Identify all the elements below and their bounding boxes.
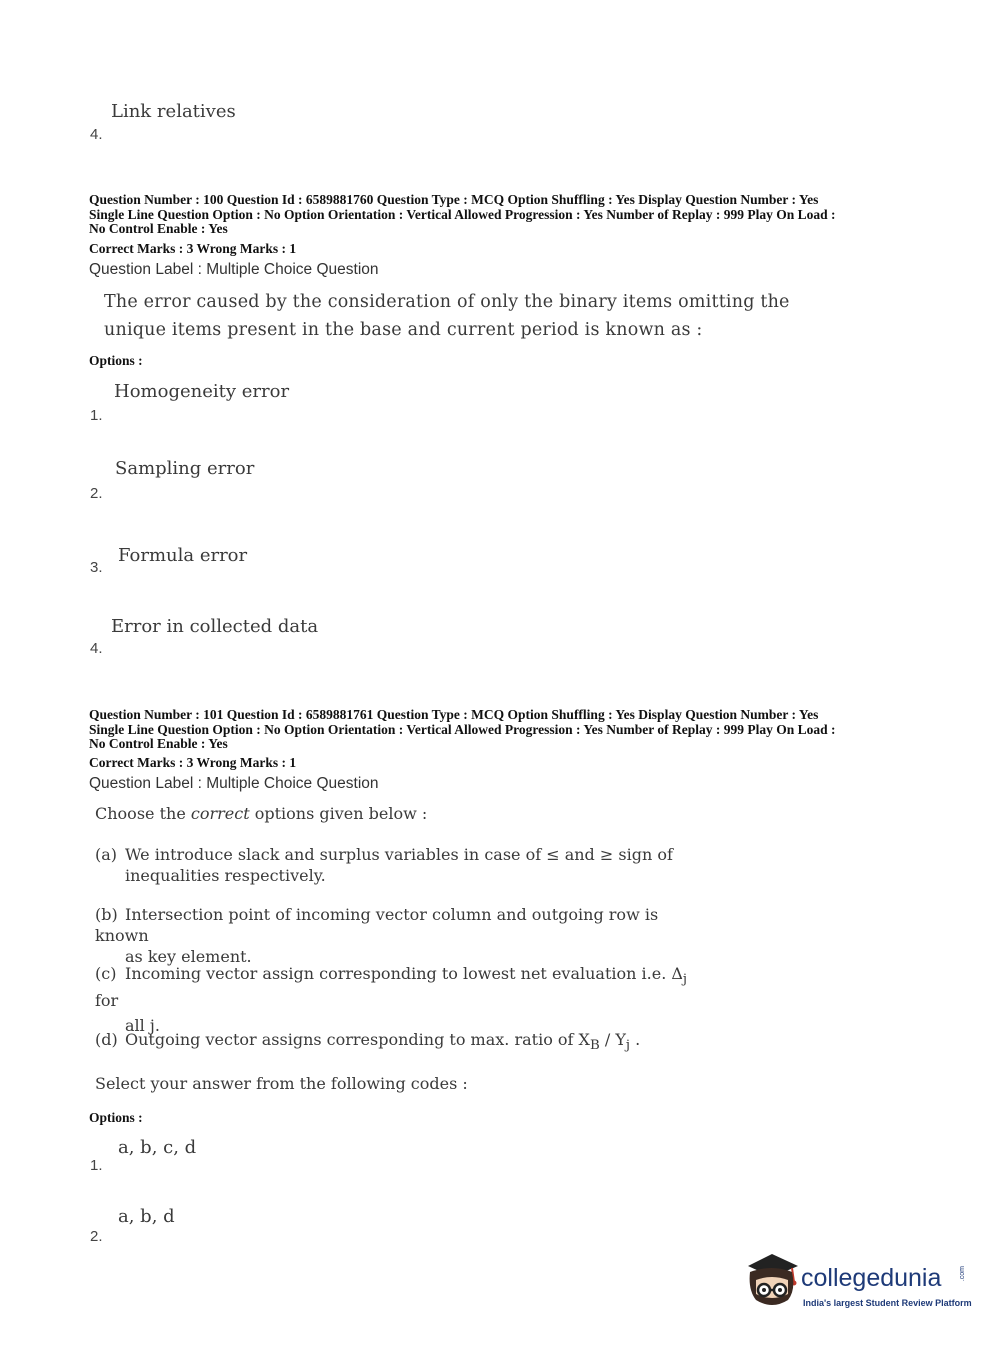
option-2-number: 2. bbox=[90, 1228, 103, 1245]
metadata-line: No Control Enable : Yes bbox=[89, 736, 228, 751]
question-text-line: The error caused by the consideration of only the binary items omitting the bbox=[104, 292, 790, 312]
statement-tag: (c) bbox=[95, 964, 117, 983]
option-3-text: Formula error bbox=[118, 545, 248, 566]
statement-text: Outgoing vector assigns corresponding to max. ratio of X bbox=[125, 1030, 590, 1049]
option-1-text: Homogeneity error bbox=[114, 381, 290, 402]
metadata-line: Single Line Question Option : No Option Orientation : Vertical Allowed Progression : Yes Number of Replay : 999 Play On Load : bbox=[89, 206, 836, 222]
metadata-line: Question Number : 100 Question Id : 6589881760 Question Type : MCQ Option Shuffling : Yes Display Question Number : Yes bbox=[89, 192, 819, 207]
statement-text: Intersection point of incoming vector column and outgoing row is known bbox=[95, 905, 659, 945]
option-2-number: 2. bbox=[90, 485, 103, 502]
metadata-line: Single Line Question Option : No Option Orientation : Vertical Allowed Progression : Yes Number of Replay : 999 Play On Load : bbox=[89, 721, 836, 737]
statement-subscript: j bbox=[682, 972, 688, 988]
option-4-text: Error in collected data bbox=[111, 616, 319, 637]
statement-c bbox=[95, 963, 705, 1036]
select-answer-text: Select your answer from the following codes : bbox=[95, 1074, 468, 1093]
logo-tagline: India's largest Student Review Platform bbox=[803, 1298, 972, 1308]
intro-emphasis: correct bbox=[190, 804, 250, 823]
statement-text: Incoming vector assign corresponding to lowest net evaluation i.e. Δ bbox=[125, 964, 683, 983]
option-4-text: Link relatives bbox=[111, 101, 236, 122]
option-4-number: 4. bbox=[90, 126, 103, 143]
statement-tag: (a) bbox=[95, 845, 118, 864]
statement-subscript: B bbox=[589, 1038, 600, 1054]
options-heading: Options : bbox=[89, 1110, 143, 1125]
statement-text: inequalities respectively. bbox=[125, 866, 326, 885]
option-1-text: a, b, c, d bbox=[118, 1137, 197, 1158]
question-101-intro bbox=[95, 804, 427, 823]
student-mascot-icon bbox=[742, 1250, 802, 1312]
option-1-number: 1. bbox=[90, 407, 103, 424]
option-2-text: a, b, d bbox=[118, 1206, 175, 1227]
options-heading: Options : bbox=[89, 353, 143, 368]
question-100-marks: Correct Marks : 3 Wrong Marks : 1 bbox=[89, 241, 297, 256]
statement-d bbox=[95, 1029, 705, 1056]
option-1-number: 1. bbox=[90, 1157, 103, 1174]
question-100-text bbox=[104, 288, 790, 344]
statement-text: all j. bbox=[125, 1016, 160, 1036]
statement-text: as key element. bbox=[125, 947, 252, 966]
statement-text: We introduce slack and surplus variables in case of ≤ and ≥ sign of bbox=[125, 845, 673, 864]
statement-text: / Y bbox=[599, 1030, 626, 1049]
intro-text: Choose the bbox=[95, 804, 191, 823]
question-101-label: Question Label : Multiple Choice Question bbox=[89, 775, 379, 792]
statement-tag: (d) bbox=[95, 1030, 118, 1049]
statement-subscript: j bbox=[625, 1038, 631, 1054]
option-3-number: 3. bbox=[90, 559, 103, 576]
statement-text: for bbox=[95, 991, 119, 1011]
statement-text: . bbox=[630, 1030, 641, 1049]
statement-a bbox=[95, 844, 705, 886]
option-4-number: 4. bbox=[90, 640, 103, 657]
question-100-label: Question Label : Multiple Choice Question bbox=[89, 261, 379, 278]
question-text-line: unique items present in the base and current period is known as : bbox=[104, 320, 703, 340]
metadata-line: Question Number : 101 Question Id : 6589881761 Question Type : MCQ Option Shuffling : Yes Display Question Number : Yes bbox=[89, 707, 819, 722]
statement-tag: (b) bbox=[95, 905, 118, 924]
question-100-metadata bbox=[89, 193, 836, 237]
collegedunia-logo bbox=[742, 1250, 972, 1320]
intro-text: options given below : bbox=[249, 804, 428, 823]
metadata-line: No Control Enable : Yes bbox=[89, 221, 228, 236]
statement-b bbox=[95, 904, 705, 967]
question-101-metadata bbox=[89, 708, 836, 752]
logo-domain-suffix: .com bbox=[959, 1266, 966, 1282]
logo-wordmark: collegedunia bbox=[801, 1264, 942, 1292]
option-2-text: Sampling error bbox=[115, 458, 255, 479]
question-101-marks: Correct Marks : 3 Wrong Marks : 1 bbox=[89, 755, 297, 770]
